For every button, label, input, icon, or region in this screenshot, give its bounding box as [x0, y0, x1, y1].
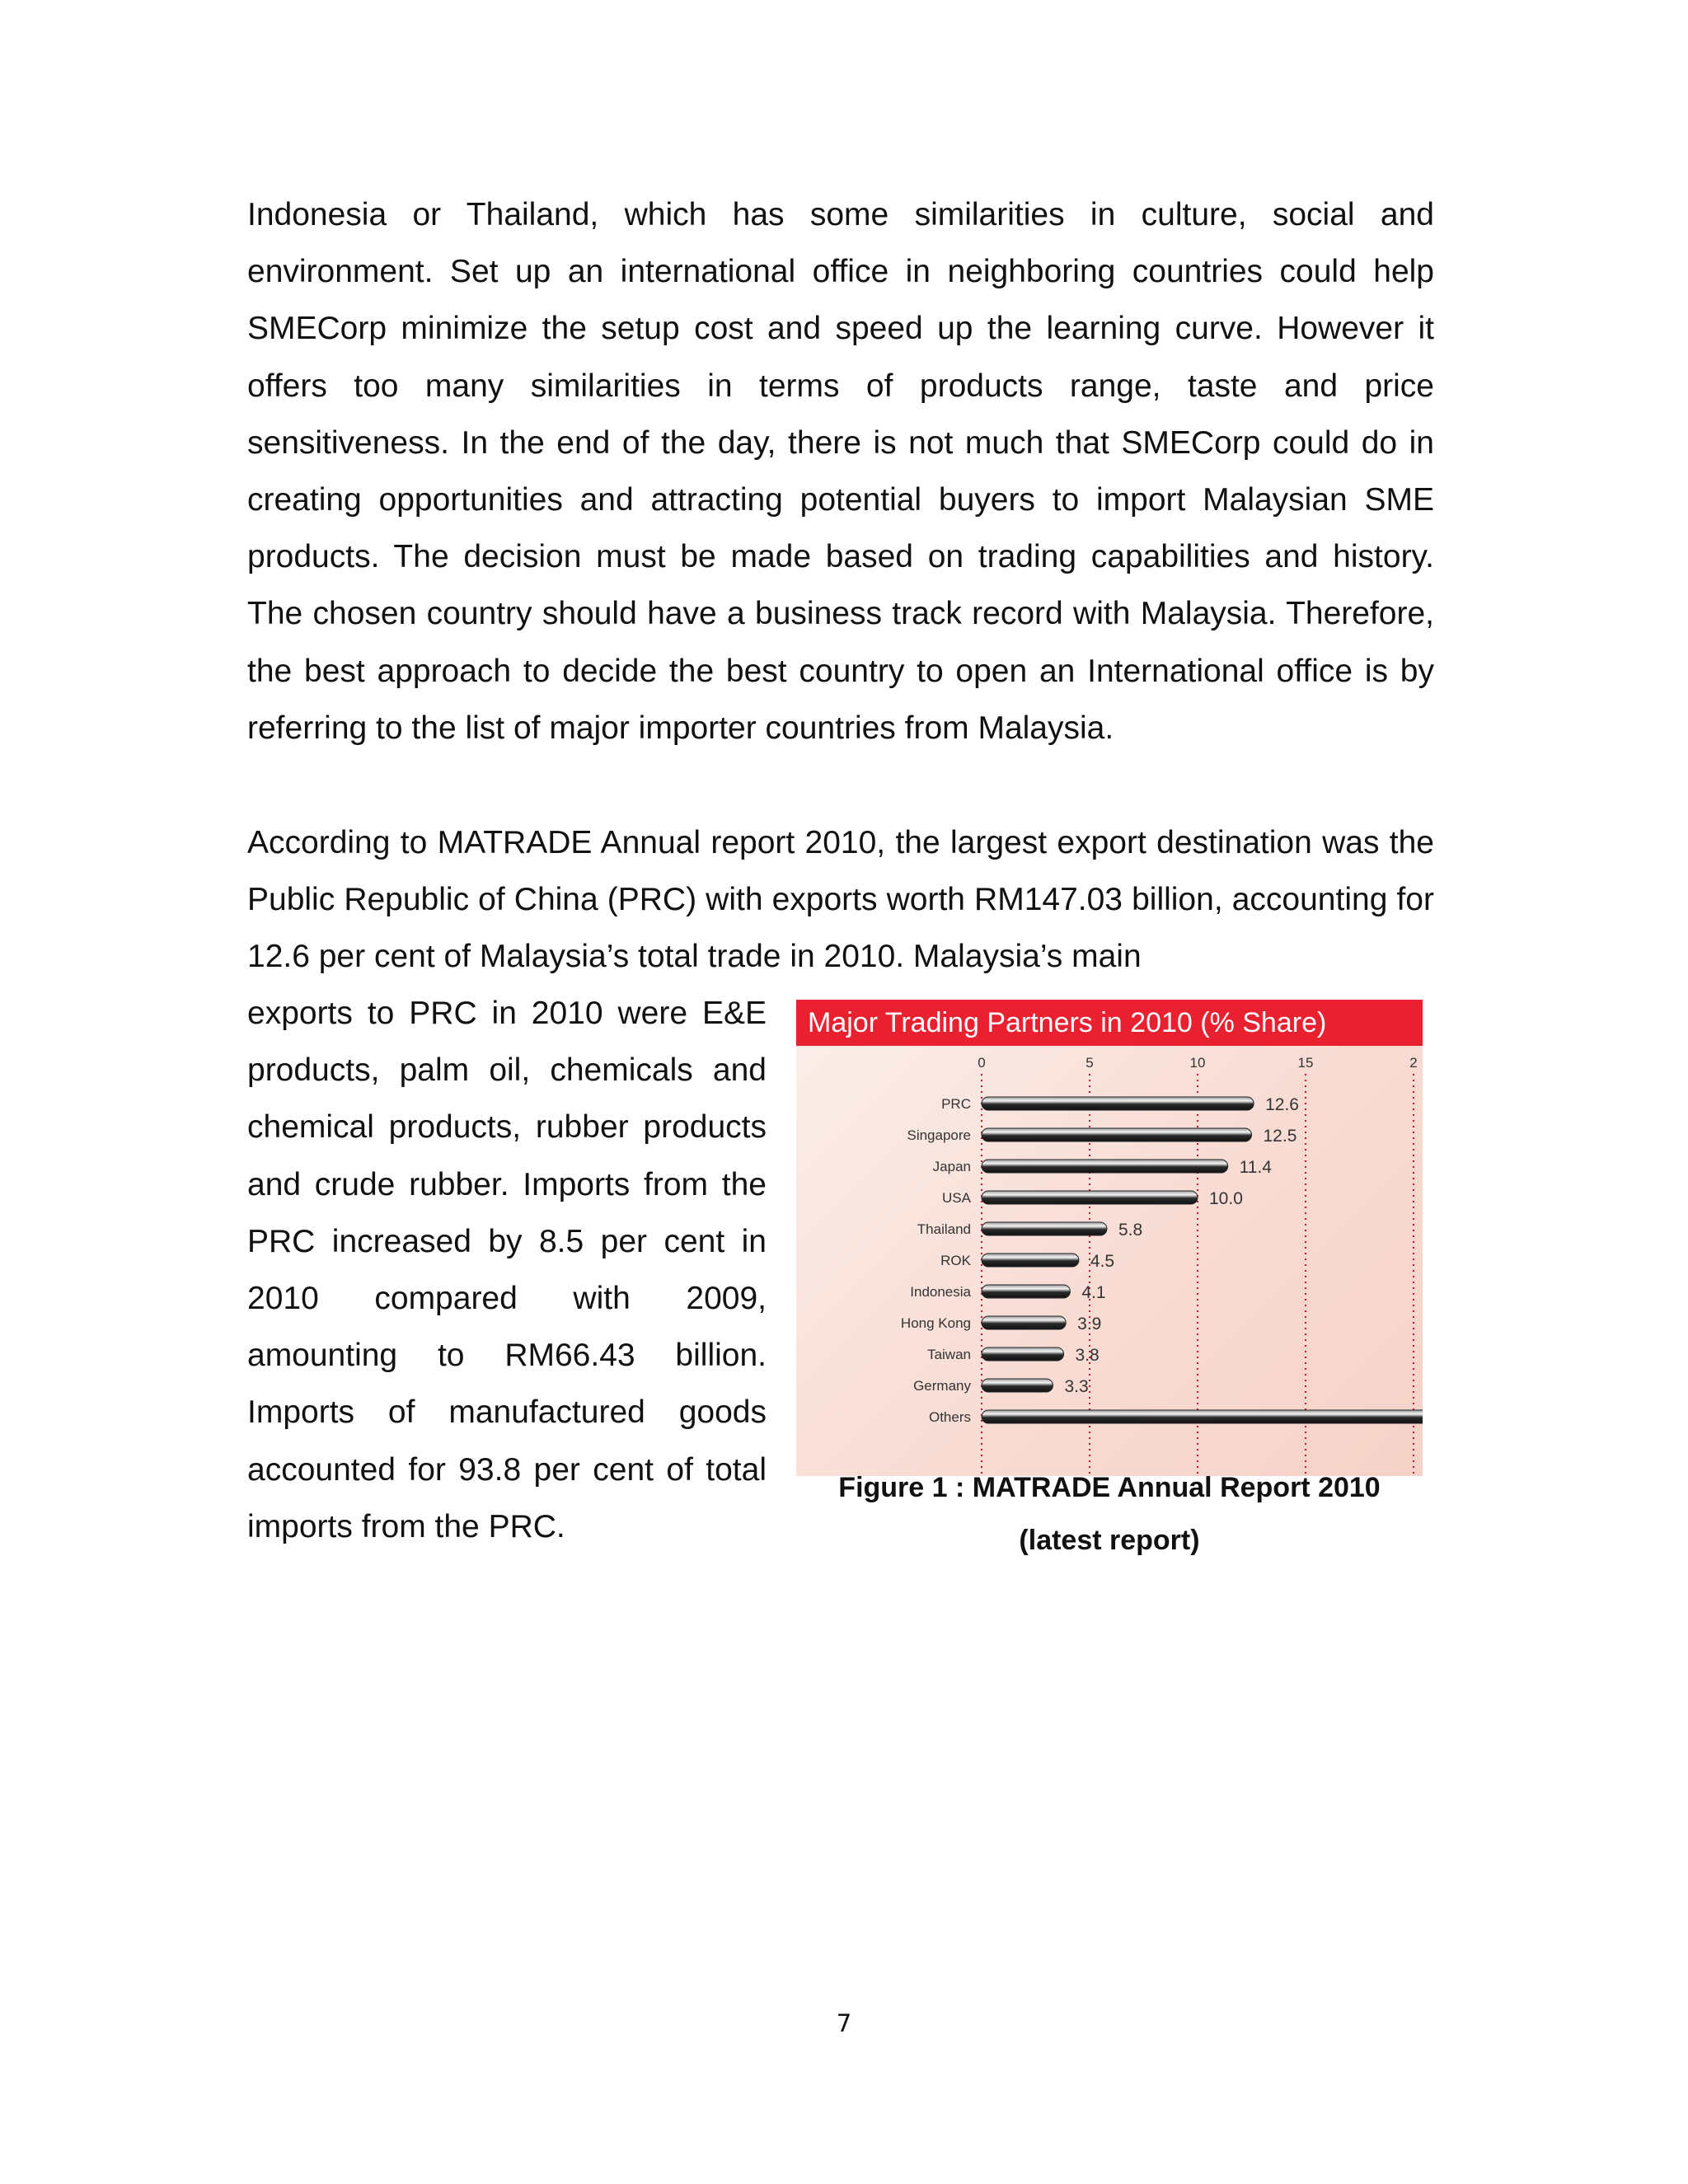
bar — [982, 1191, 1198, 1204]
data-label: 11.4 — [1239, 1158, 1273, 1177]
bar — [982, 1347, 1064, 1361]
bar — [982, 1316, 1066, 1329]
category-label: PRC — [941, 1096, 971, 1112]
data-label: 3.8 — [1075, 1346, 1100, 1365]
figure-caption: Figure 1 : MATRADE Annual Report 2010 — [838, 1472, 1381, 1503]
paragraph-2-wrapped: exports to PRC in 2010 were E&E products, palm oil, chemicals and chemical products, rubber products and crude rubber. Imports from the PRC increased by 8.5 per cent in 2010 compared with 2009, amounting to RM66.43 billion. Imports of manufactured goods accounted for 93.8 per cent of total imports from the PRC. — [247, 996, 767, 1544]
x-tick-label: 15 — [1297, 1055, 1314, 1071]
bar — [982, 1410, 1423, 1423]
paragraph-1: Indonesia or Thailand, which has some similarities in culture, social and environment. Set up an international office in neighboring countries could help SMECorp minimize the setup cost and speed up the learning curve. However it offers too many similarities in terms of products range, taste and price sensitiveness. In the end of the day, there is not much that SMECorp could do in creating opportunities and attracting potential buyers to import Malaysian SME products. The decision must be made based on trading capabilities and history. The chosen country should have a business track record with Malaysia. Therefore, the best approach to decide the best country to open an International office is by referring to the list of major importer countries from Malaysia. — [247, 197, 1434, 746]
data-label: 3.3 — [1064, 1377, 1089, 1396]
bar-chart — [796, 1046, 1423, 1476]
page-number: 7 — [836, 2009, 852, 2037]
data-label: 10.0 — [1209, 1189, 1243, 1208]
category-label: Singapore — [907, 1127, 971, 1143]
data-label: 5.8 — [1118, 1221, 1143, 1240]
data-label: 3.9 — [1077, 1315, 1102, 1333]
bar — [982, 1097, 1254, 1110]
category-label: Hong Kong — [900, 1315, 971, 1331]
x-tick-label: 5 — [1085, 1055, 1094, 1071]
category-label: Others — [928, 1409, 971, 1425]
category-label: Germany — [913, 1378, 971, 1394]
category-label: Indonesia — [910, 1284, 971, 1300]
x-tick-label: 0 — [978, 1055, 986, 1071]
category-label: Taiwan — [927, 1347, 971, 1362]
x-tick-label: 2 — [1409, 1055, 1418, 1071]
category-label: Thailand — [917, 1221, 971, 1237]
chart-title: Major Trading Partners in 2010 (% Share) — [796, 1000, 1423, 1046]
category-label: USA — [942, 1190, 971, 1206]
category-label: Japan — [932, 1159, 971, 1174]
bar — [982, 1160, 1228, 1173]
paragraph-2-full-width: According to MATRADE Annual report 2010, the largest export destination was the Public Republic of China (PRC) with exports worth RM147.03 billion, accounting for 12.6 per cent of Malaysia’s total trade in 2010. Malaysia’s main — [247, 825, 1434, 975]
category-label: ROK — [940, 1253, 971, 1268]
data-label: 4.1 — [1081, 1283, 1106, 1302]
x-tick-label: 10 — [1189, 1055, 1206, 1071]
bar — [982, 1379, 1053, 1392]
trading-partners-figure — [796, 1000, 1423, 1476]
bar — [982, 1285, 1070, 1298]
bar — [982, 1128, 1252, 1141]
bar — [982, 1222, 1107, 1235]
data-label: 12.6 — [1265, 1095, 1299, 1114]
data-label: 12.5 — [1263, 1127, 1297, 1146]
data-label: 4.5 — [1090, 1252, 1115, 1271]
figure-caption-subtitle: (latest report) — [1019, 1525, 1200, 1556]
bar — [982, 1254, 1079, 1267]
